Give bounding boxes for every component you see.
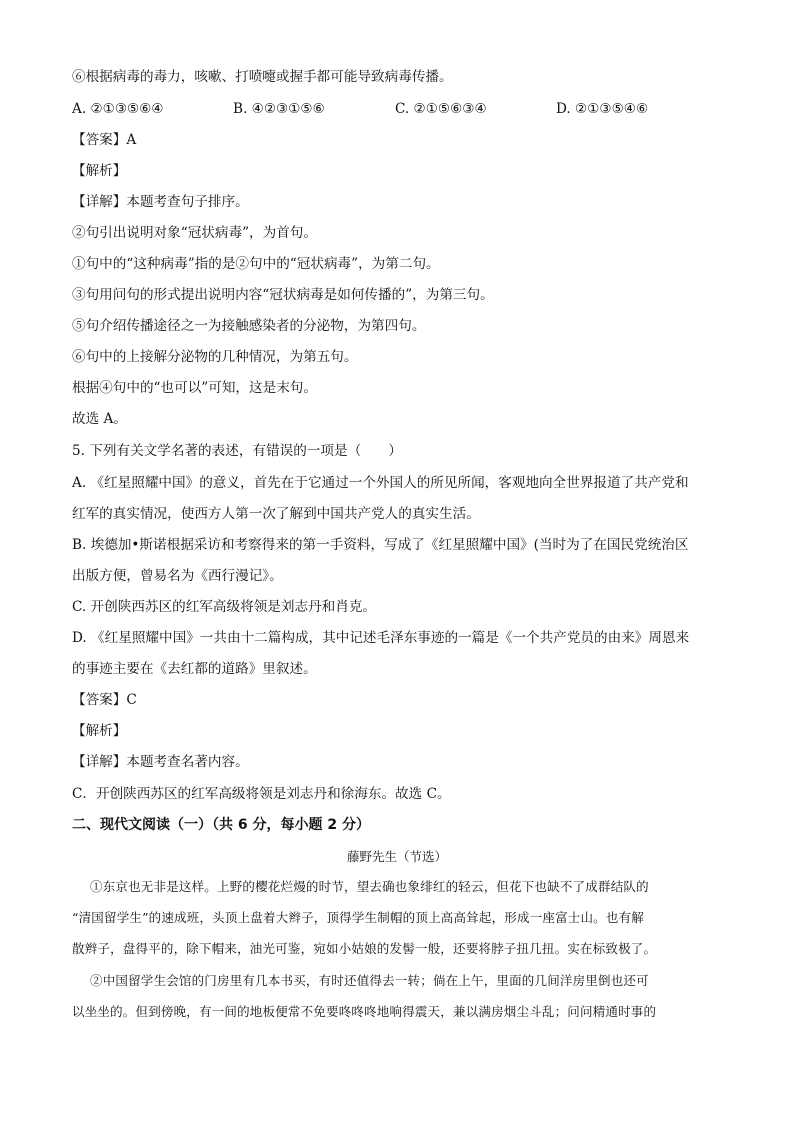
q4-analysis-label: 【解析】 bbox=[72, 163, 127, 179]
q5-option-d-line2: 的事迹主要在《去红都的道路》里叙述。 bbox=[72, 661, 317, 677]
essay-paragraph-1-line: “清国留学生”的速成班，头顶上盘着大辫子，顶得学生制帽的顶上高高耸起，形成一座富士山。也有解 bbox=[72, 910, 644, 925]
q5-stem: 5. 下列有关文学名著的表述，有错误的一项是（ ） bbox=[72, 443, 402, 459]
q4-sentence-6: ⑥根据病毒的毒力，咳嗽、打喷嚏或握手都可能导致病毒传播。 bbox=[72, 69, 453, 85]
q5-option-a-line2: 红军的真实情况，使西方人第一次了解到中国共产党人的真实生活。 bbox=[72, 506, 480, 522]
q4-option-a: A. ②①③⑤⑥④ bbox=[72, 101, 164, 117]
q5-detail: 【详解】本题考查名著内容。 bbox=[72, 754, 249, 770]
q4-explain-line: ⑥句中的上接解分泌物的几种情况，为第五句。 bbox=[72, 349, 358, 365]
q5-analysis-label: 【解析】 bbox=[72, 723, 127, 739]
essay-title: 藤野先生（节选） bbox=[346, 849, 447, 864]
q4-option-d: D. ②①③⑤④⑥ bbox=[556, 101, 649, 117]
q4-option-c: C. ②①⑤⑥③④ bbox=[395, 101, 487, 117]
q5-option-b-line1: B. 埃德加•斯诺根据采访和考察得来的第一手资料，写成了《红星照耀中国》(当时为了在国民党统治区 bbox=[72, 537, 689, 553]
q4-answer: 【答案】A bbox=[72, 132, 137, 148]
q4-explain-line: ③句用问句的形式提出说明内容“冠状病毒是如何传播的”，为第三句。 bbox=[72, 287, 494, 303]
q4-detail: 【详解】本题考查句子排序。 bbox=[72, 194, 249, 210]
essay-paragraph-1-line: ①东京也无非是这样。上野的樱花烂熳的时节，望去确也象绯红的轻云，但花下也缺不了成群结队的 bbox=[90, 879, 649, 894]
q5-option-c: C. 开创陕西苏区的红军高级将领是刘志丹和肖克。 bbox=[72, 599, 377, 615]
q4-explain-line: 故选 A。 bbox=[72, 411, 127, 427]
q4-option-b: B. ④②③①⑤⑥ bbox=[233, 101, 325, 117]
q5-option-d-line1: D. 《红星照耀中国》一共由十二篇构成，其中记述毛泽东事迹的一篇是《一个共产党员的由来》周恩来 bbox=[72, 630, 690, 646]
q5-answer: 【答案】C bbox=[72, 692, 137, 708]
q4-explain-line: ②句引出说明对象“冠状病毒”，为首句。 bbox=[72, 225, 317, 241]
q4-explain-line: 根据④句中的“也可以”可知，这是末句。 bbox=[72, 380, 317, 396]
q5-option-a-line1: A. 《红星照耀中国》的意义，首先在于它通过一个外国人的所见所闻，客观地向全世界报道了共产党和 bbox=[72, 475, 689, 491]
section-heading: 二、现代文阅读（一）（共 6 分，每小题 2 分） bbox=[72, 817, 370, 833]
essay-paragraph-2-line: ②中国留学生会馆的门房里有几本书买，有时还值得去一转；倘在上午，里面的几间洋房里倒也还可 bbox=[90, 973, 649, 988]
q5-explain: C．开创陕西苏区的红军高级将领是刘志丹和徐海东。故选 C。 bbox=[72, 786, 451, 802]
q4-explain-line: ⑤句介绍传播途径之一为接触感染者的分泌物，为第四句。 bbox=[72, 318, 426, 334]
q5-option-b-line2: 出版方便，曾易名为《西行漫记》。 bbox=[72, 568, 283, 584]
q4-explain-line: ①句中的“这种病毒”指的是②句中的“冠状病毒”，为第二句。 bbox=[72, 256, 440, 272]
essay-paragraph-2-line: 以坐坐的。但到傍晚，有一间的地板便常不免要咚咚咚地响得震天，兼以满房烟尘斗乱；问问精通时事的 bbox=[72, 1004, 657, 1019]
essay-paragraph-1-line: 散辫子，盘得平的，除下帽来，油光可鉴，宛如小姑娘的发髻一般，还要将脖子扭几扭。实在标致极了。 bbox=[72, 941, 657, 956]
